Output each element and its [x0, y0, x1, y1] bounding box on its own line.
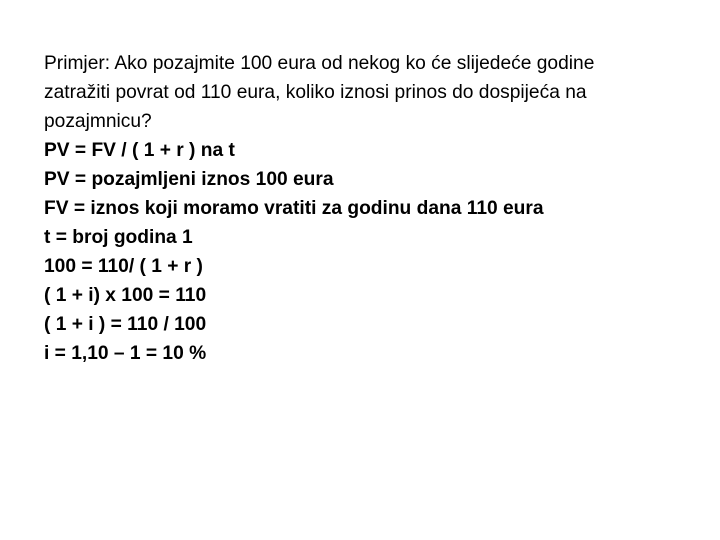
result-line: i = 1,10 – 1 = 10 %	[44, 343, 207, 364]
definition-pv: PV = pozajmljeni iznos 100 eura	[44, 169, 334, 190]
question-line-1: Primjer: Ako pozajmite 100 eura od nekog ko će slijedeće godine	[44, 53, 595, 74]
equation-step-3: ( 1 + i ) = 110 / 100	[44, 314, 207, 335]
slide-content	[44, 49, 694, 368]
question-line-2: zatražiti povrat od 110 eura, koliko iznosi prinos do dospijeća na	[44, 82, 587, 103]
question-line-3: pozajmnicu?	[44, 111, 152, 132]
definition-t: t = broj godina 1	[44, 227, 193, 248]
equation-step-2: ( 1 + i) x 100 = 110	[44, 285, 207, 306]
definition-fv: FV = iznos koji moramo vratiti za godinu dana 110 eura	[44, 198, 544, 219]
equation-step-1: 100 = 110/ ( 1 + r )	[44, 256, 203, 277]
formula-pv: PV = FV / ( 1 + r ) na t	[44, 140, 235, 161]
